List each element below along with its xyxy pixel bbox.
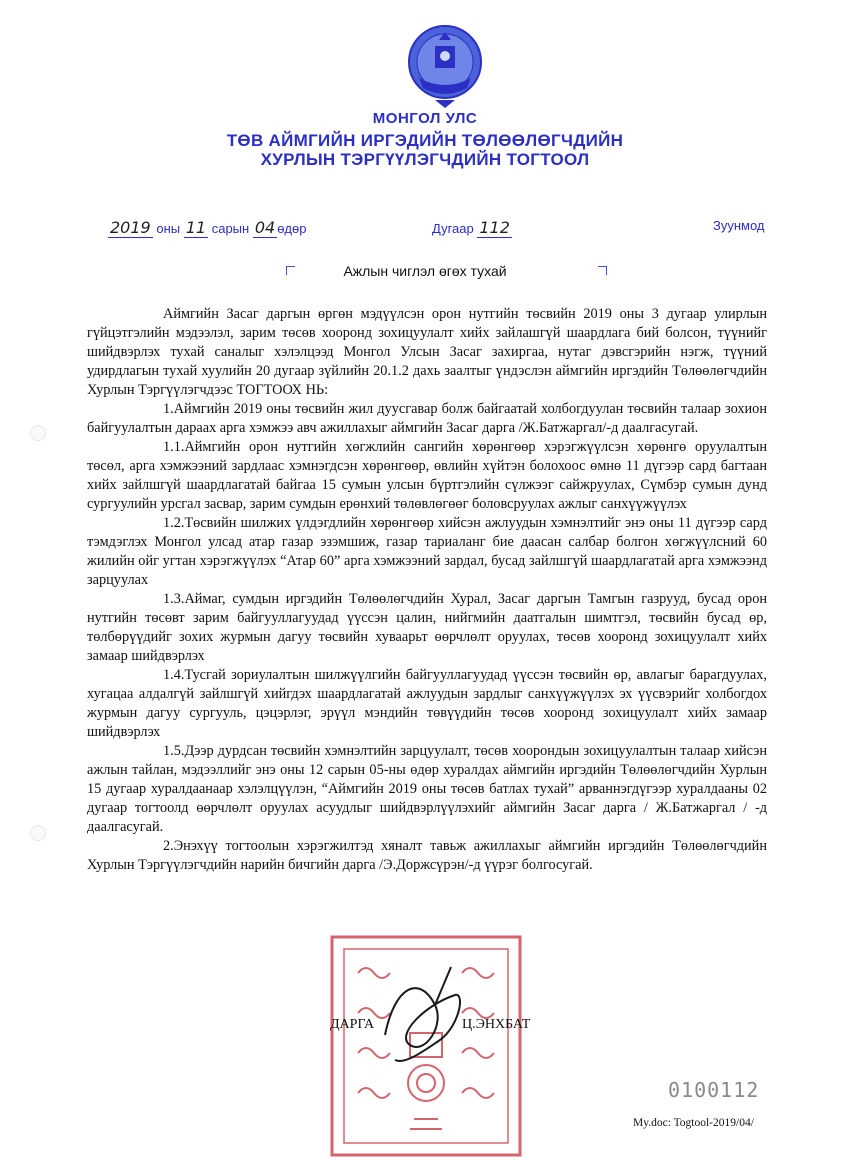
number-line bbox=[432, 218, 512, 237]
date-year: 2019 bbox=[110, 218, 151, 237]
punch-hole bbox=[30, 425, 46, 441]
body-paragraph: 1.3.Аймаг, сумдын иргэдийн Төлөөлөгчдийн Хурал, Засаг даргын Тамгын газрууд, бусад орон нутгийн төсөвт зарим байгууллагуудад үүссэн цалин, нийгмийн даатгалын шимтгэл, төсвийн бусад өр, төлбөрүүдийг зохих журмын дагуу төсвийн хуваарьт өөрчлөлт оруулах, төсөв хооронд зохицуулалт хийх замаар шийдвэрлэх bbox=[87, 591, 767, 664]
number-label: Дугаар bbox=[432, 221, 474, 236]
date-month-label: сарын bbox=[211, 221, 250, 236]
date-day-label: өдөр bbox=[277, 221, 307, 236]
header-country: МОНГОЛ УЛС bbox=[372, 110, 478, 127]
punch-hole bbox=[30, 825, 46, 841]
register-number: 0100112 bbox=[668, 1078, 760, 1102]
body-paragraph: 1.Аймгийн 2019 оны төсвийн жил дуусгавар болж байгаатай холбогдуулан төсвийн талаар зохион байгуулалтын дараах арга хэмжээ авч ажиллахыг аймгийн Засаг дарга /Ж.Батжаргал/-д даалгасугай. bbox=[87, 401, 767, 436]
date-line bbox=[108, 218, 306, 237]
body-paragraph: 2.Энэхүү тогтоолын хэрэгжилтэд хяналт тавьж ажиллахыг аймгийн иргэдийн Төлөөлөгчдийн Хурлын Тэргүүлэгчдийн нарийн бичгийн дарга /Э.Доржсүрэн/-д үүрэг болгосугай. bbox=[87, 838, 767, 873]
body-paragraph: 1.2.Төсвийн шилжих үлдэгдлийн хөрөнгөөр хийсэн ажлуудын хэмнэлтийг энэ оны 11 дүгээр сард тэмдэглэх Монгол улсад атар газар эзэмшиж, газар тариаланг бие даасан салбар болгон хөгжүүлсний 60 жилийн ойг угтан хэрэгжүүлэх “Атар 60” арга хэмжээний зардал, бусад зайлшгүй шаардлагатай арга хэмжээнд зарцуулах bbox=[87, 515, 767, 588]
body-paragraph: Аймгийн Засаг даргын өргөн мэдүүлсэн орон нутгийн төсвийн 2019 оны 3 дугаар улирлын гүйцэтгэлийн мэдээлэл, зарим төсөв хооронд зохицуулалт хийх зайлашгүй шаардлага бий болсон, түүнийг шийдвэрлэх тухай саналыг хэлэлцээд Монгол Улсын Засаг захиргаа, нутаг дэвсгэрийн нэгж, түүний удирдлагын тухай хуулийн 20 дугаар зүйлийн 20.1.2 дахь заалтыг үндэслэн аймгийн иргэдийн Төлөөлөгчдийн Хурлын Тэргүүлэгчдээс ТОГТООХ НЬ: bbox=[87, 306, 767, 398]
state-emblem-icon bbox=[405, 22, 485, 110]
date-month: 11 bbox=[185, 218, 207, 237]
date-year-label: оны bbox=[156, 221, 181, 236]
body-paragraph: 1.5.Дээр дурдсан төсвийн хэмнэлтийн зарцуулалт, төсөв хоорондын зохицуулалтын талаар хийсэн ажлын тайлан, мэдээллийг энэ оны 12 сарын 05-ны өдөр хуралдах аймгийн иргэдийн Төлөөлөгчдийн Хурлын 15 дугаар хуралдаанаар хэлэлцүүлэн, “Аймгийн 2019 оны төсөв батлах тухай” арваннэгдүгээр хуралдааны 02 дугаар тогтоолд өөрчлөлт оруулах асуудлыг шийдвэрлүүлэхийг аймгийн Засаг дарга / Ж.Батжаргал / -д даалгасугай. bbox=[87, 743, 767, 835]
date-day: 04 bbox=[254, 218, 276, 237]
place: Зуунмод bbox=[713, 218, 765, 233]
signatory-name: Ц.ЭНХБАТ bbox=[462, 1017, 531, 1032]
document-number: 112 bbox=[479, 218, 510, 237]
document-file-reference: My.doc: Togtool-2019/04/ bbox=[633, 1117, 754, 1129]
body-paragraph: 1.1.Аймгийн орон нутгийн хөгжлийн сангийн хөрөнгөөр хэрэгжүүлсэн хөрөнгө оруулалтын төсөл, арга хэмжээний зардлаас хэмнэгдсэн хөрөнгөөр, өвлийн хүйтэн болохоос өмнө 11 дүгээр сард багтаан хийх зайлшгүй шаардлагатай байгаа 15 сумын улсын бүртгэлийн сүлжээг сайжруулах, Сүмбэр сумын дунд сургуулийн урсгал засвар, зарим сумдын ерөнхий төлөвлөгөөг боловсруулах ажлыг санхүүжүүлэх bbox=[87, 439, 767, 512]
document-title: Ажлын чиглэл өгөх тухай bbox=[343, 263, 507, 279]
signatory-role: ДАРГА bbox=[330, 1017, 375, 1032]
body-paragraph: 1.4.Тусгай зориулалтын шилжүүлгийн байгууллагуудад үүссэн төсвийн өр, авлагыг барагдуулах, хугацаа алдалгүй зайлшгүй хийгдэх шаардлагатай ажлуудын зардлыг санхүүжүүлэх эх үүсвэрийг холбогдох журмын дагуу сургууль, цэцэрлэг, эрүүл мэндийн төвүүдийн төсөв хооронд зохицуулалт хийх замаар шийдвэрлэх bbox=[87, 667, 767, 740]
document-body bbox=[87, 305, 767, 875]
header-doctype: ХУРЛЫН ТЭРГҮҮЛЭГЧДИЙН ТОГТООЛ bbox=[260, 150, 590, 169]
header-body: ТӨВ АЙМГИЙН ИРГЭДИЙН ТӨЛӨӨЛӨГЧДИЙН bbox=[226, 131, 624, 150]
